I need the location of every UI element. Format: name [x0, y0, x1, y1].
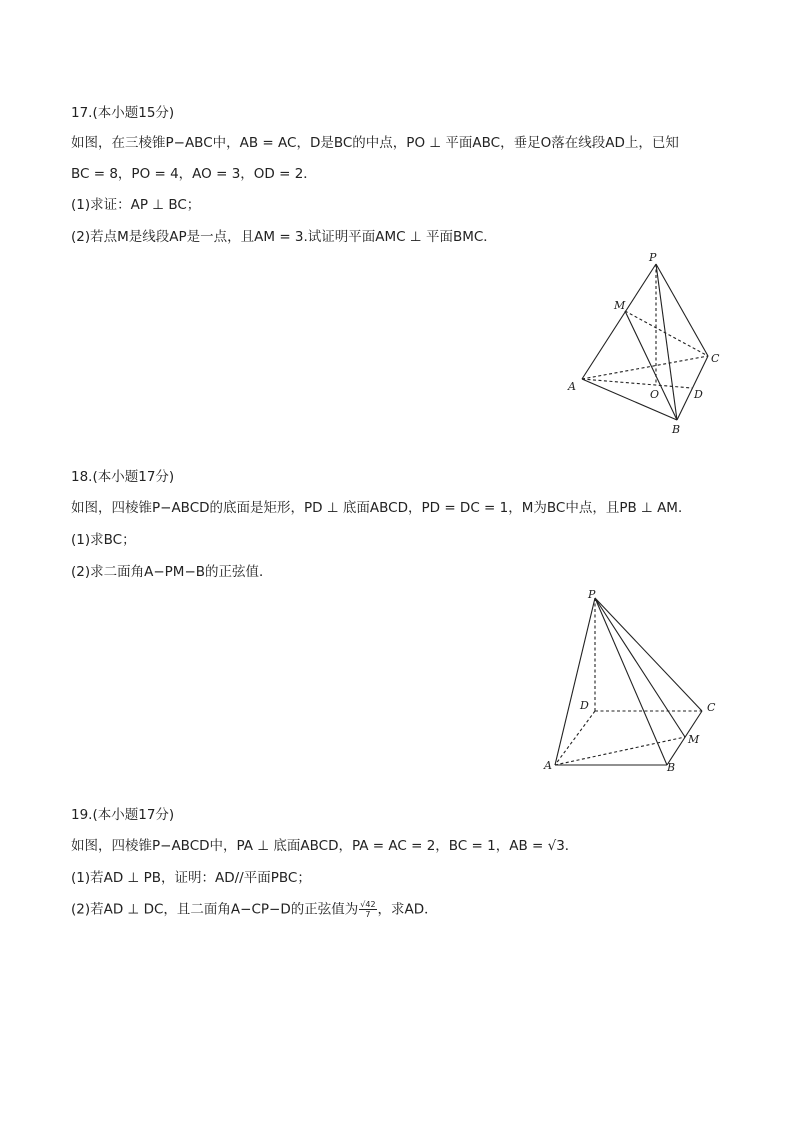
problem-19-part2-after: ，求AD．	[377, 901, 438, 918]
edge-PB	[656, 264, 677, 420]
label-D: D	[580, 699, 589, 712]
problem-18-part2: (2)求二面角A−PM−B的正弦值．	[71, 564, 273, 580]
label-A: A	[568, 380, 576, 393]
problem-18-header: 18.(本小题17分)	[71, 469, 175, 485]
problem-18-stem: 如图，四棱锥P−ABCD的底面是矩形，PD ⊥ 底面ABCD，PD = DC = 1，M为BC中点，且PB ⊥ AM．	[71, 500, 692, 516]
label-M: M	[614, 299, 626, 312]
problem-17-stem-line2: BC = 8，PO = 4，AO = 3，OD = 2．	[71, 166, 317, 182]
problem-19-part2	[71, 900, 438, 919]
edge-PB	[595, 598, 667, 765]
edge-AC	[582, 356, 708, 379]
problem-19-part1: (1)若AD ⊥ PB，证明：AD//平面PBC；	[71, 870, 311, 886]
problem-19-stem: 如图，四棱锥P−ABCD中，PA ⊥ 底面ABCD，PA = AC = 2，BC = 1，AB = √3．	[71, 838, 579, 854]
fraction-numerator: √42	[360, 900, 376, 909]
problem-19-part2-before: (2)若AD ⊥ DC，且二面角A−CP−D的正弦值为	[71, 901, 359, 918]
problem-17-part1: (1)求证：AP ⊥ BC；	[71, 197, 201, 213]
edge-BC	[677, 356, 708, 420]
edge-PC	[656, 264, 708, 356]
label-P: P	[649, 251, 657, 264]
problem-18-part1: (1)求BC；	[71, 532, 136, 548]
edge-PC	[595, 598, 702, 711]
figure-17-tetrahedron	[560, 250, 730, 440]
label-B: B	[667, 761, 676, 774]
label-M: M	[688, 733, 700, 746]
label-C: C	[711, 352, 720, 365]
label-B: B	[672, 423, 681, 436]
problem-17-header: 17.(本小题15分)	[71, 105, 175, 121]
problem-17-part2: (2)若点M是线段AP是一点，且AM = 3.试证明平面AMC ⊥ 平面BMC．	[71, 229, 497, 245]
label-D: D	[694, 388, 703, 401]
edge-PM	[595, 598, 685, 737]
label-C: C	[707, 701, 716, 714]
label-O: O	[650, 388, 660, 401]
figure-18-pyramid	[535, 585, 735, 780]
edge-AB	[582, 379, 677, 420]
problem-17-stem-line1: 如图，在三棱锥P−ABC中，AB = AC，D是BC的中点，PO ⊥ 平面ABC，垂足O落在线段AD上，已知	[71, 135, 679, 151]
fraction-denominator: 7	[365, 910, 371, 919]
label-P: P	[588, 588, 596, 601]
fraction-sqrt42-over-7	[359, 900, 376, 919]
edge-PA	[555, 598, 595, 765]
problem-19-header: 19.(本小题17分)	[71, 807, 175, 823]
label-A: A	[544, 759, 552, 772]
